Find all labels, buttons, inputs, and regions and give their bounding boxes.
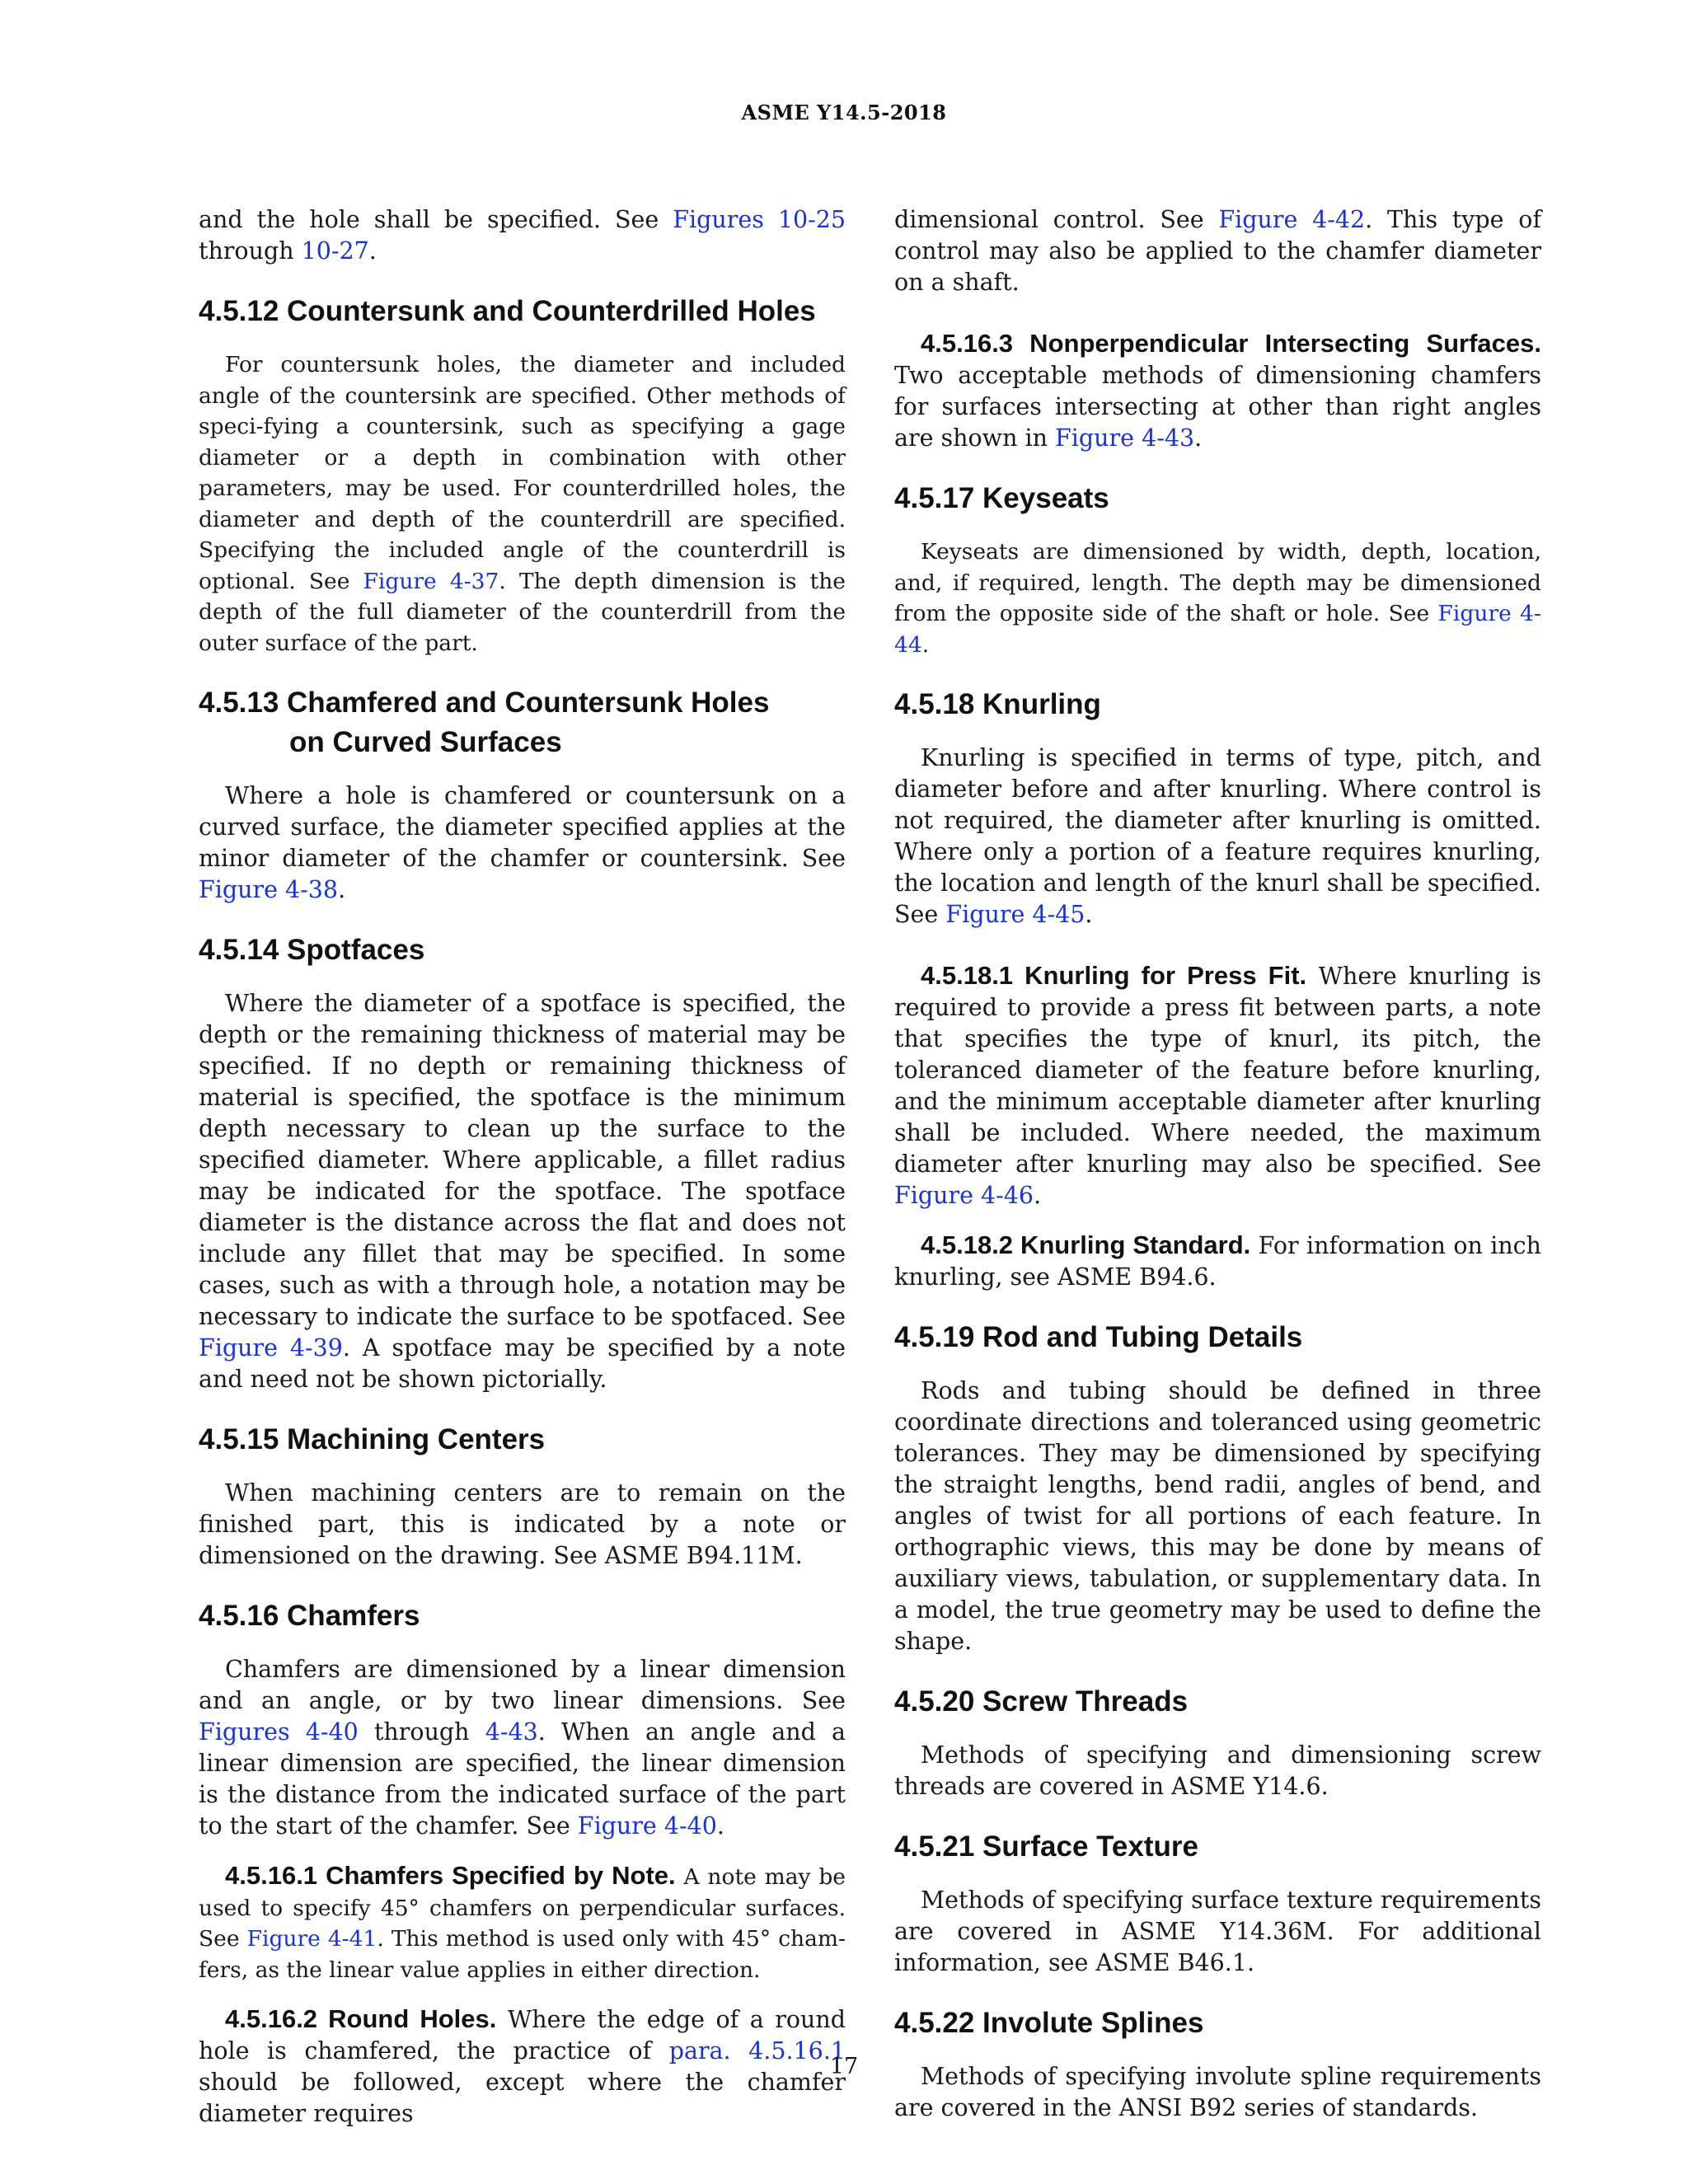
section-heading-4-5-12: 4.5.12 Countersunk and Counterdrilled Holes	[199, 295, 816, 327]
page-number: 17	[829, 2054, 859, 2079]
para-link[interactable]: para. 4.5.16.1	[668, 2037, 846, 2064]
section-heading-4-5-20: 4.5.20 Screw Threads	[894, 1685, 1189, 1718]
section-heading-4-5-22: 4.5.22 Involute Splines	[894, 2007, 1204, 2039]
paragraph-4-5-18: Knurling is specified in terms of type, pitch, and diameter before and after knurling. Where control is not required, the diameter after knurling is omitted. Where only a portion of a feature requires knurling, the location and length of the knurl shall be specified. See Figure 4-45.	[894, 744, 1541, 928]
section-heading-4-5-18: 4.5.18 Knurling	[894, 688, 1101, 720]
figure-link[interactable]: Figure 4-43	[1055, 424, 1195, 452]
paragraph-4-5-18-2: 4.5.18.2 Knurling Standard. For information on inch knurling, see ASME B94.6.	[894, 1230, 1542, 1291]
section-heading-4-5-16: 4.5.16 Chamfers	[199, 1600, 420, 1632]
section-heading-4-5-19: 4.5.19 Rod and Tubing Details	[894, 1321, 1303, 1353]
paragraph-4-5-12: For countersunk holes, the diameter and included angle of the countersink are specified. Other methods of speci-fying a countersink, such as specifying a gage diameter or a depth in combination with other parameters, may be used. For counterdrilled holes, the diameter and depth of the counterdrill are specified. Specifying the included angle of the counterdrill is optional. See Figure 4-37. The depth dimension is the depth of the full diameter of the counterdrill from the outer surface of the part.	[199, 352, 846, 656]
figure-link[interactable]: Figures 4-40	[199, 1718, 359, 1746]
section-heading-4-5-17: 4.5.17 Keyseats	[894, 482, 1109, 514]
subsection-heading: 4.5.16.3 Nonperpendicular Intersecting Surfaces.	[921, 329, 1541, 358]
paragraph-4-5-18-1: 4.5.18.1 Knurling for Press Fit. Where knurling is required to provide a press fit between parts, a note that specifies the type of knurl, its pitch, the toleranced diameter of the feature before knurling, and the minimum acceptable diameter after knurling shall be included. Where needed, the maximum diameter after knurling may also be specified. See Figure 4-46.	[894, 961, 1542, 1209]
figure-link[interactable]: 10-27	[301, 237, 369, 265]
section-heading-4-5-15: 4.5.15 Machining Centers	[199, 1423, 546, 1455]
paragraph-continuation: and the hole shall be specified. See Figures 10-25 through 10-27.	[199, 206, 846, 265]
paragraph-4-5-14: Where the diameter of a spotface is specified, the depth or the remaining thickness of material may be specified. If no depth or remaining thickness of material is specified, the spotface is the minimum depth necessary to clean up the surface to the specified diameter. Where applicable, a fillet radius may be indicated for the spotface. The spotface diameter is the distance across the flat and does not include any fillet that may be specified. In some cases, such as with a through hole, a notation may be necessary to indicate the surface to be spotfaced. See Figure 4-39. A spotface may be specified by a note and need not be shown pictorially.	[199, 990, 846, 1393]
figure-link[interactable]: 4-43	[485, 1718, 538, 1746]
left-column	[199, 204, 846, 2130]
subsection-heading: 4.5.16.2 Round Holes.	[225, 2004, 497, 2033]
paragraph-4-5-15: When machining centers are to remain on the finished part, this is indicated by a note or dimensioned on the drawing. See ASME B94.11M.	[199, 1479, 846, 1569]
figure-link[interactable]: Figures 10-25	[673, 206, 846, 233]
subsection-heading: 4.5.18.2 Knurling Standard.	[921, 1230, 1251, 1259]
figure-link[interactable]: Figure 4-40	[577, 1812, 717, 1840]
figure-link[interactable]: Figure 4-46	[894, 1182, 1034, 1209]
paragraph-4-5-21: Methods of specifying surface texture requirements are covered in ASME Y14.36M. For additional information, see ASME B46.1.	[894, 1886, 1541, 1976]
paragraph-4-5-13: Where a hole is chamfered or countersunk on a curved surface, the diameter specified applies at the minor diameter of the chamfer or countersink. See Figure 4-38.	[199, 782, 846, 903]
paragraph-4-5-16: Chamfers are dimensioned by a linear dimension and an angle, or by two linear dimensions. See Figures 4-40 through 4-43. When an angle and a linear dimension are specified, the linear dimension is the distance from the indicated surface of the part to the start of the chamfer. See Figure 4-40.	[199, 1656, 846, 1840]
paragraph-4-5-16-1: 4.5.16.1 Chamfers Specified by Note. A note may be used to specify 45° chamfers on perpendicular surfaces. See Figure 4-41. This method is used only with 45° cham-fers, as the linear value applies in either direction.	[199, 1861, 846, 1983]
paragraph-continuation: dimensional control. See Figure 4-42. This type of control may also be applied to the chamfer diameter on a shaft.	[894, 206, 1541, 296]
paragraph-4-5-20: Methods of specifying and dimensioning screw threads are covered in ASME Y14.6.	[894, 1741, 1541, 1800]
section-heading-4-5-21: 4.5.21 Surface Texture	[894, 1830, 1198, 1863]
paragraph-4-5-22: Methods of specifying involute spline requirements are covered in the ANSI B92 series of standards.	[894, 2063, 1541, 2121]
figure-link[interactable]: Figure 4-44	[894, 601, 1541, 658]
figure-link[interactable]: Figure 4-45	[945, 901, 1085, 928]
section-heading-4-5-14: 4.5.14 Spotfaces	[199, 934, 425, 966]
subsection-heading: 4.5.16.1 Chamfers Specified by Note.	[225, 1861, 676, 1890]
paragraph-4-5-16-3: 4.5.16.3 Nonperpendicular Intersecting Surfaces. Two acceptable methods of dimensioning chamfers for surfaces intersecting at other than right angles are shown in Figure 4-43.	[894, 329, 1541, 452]
paragraph-4-5-16-2: 4.5.16.2 Round Holes. Where the edge of a round hole is chamfered, the practice of para. 4.5.16.1 should be followed, except where the chamfer diameter requires	[199, 2004, 846, 2127]
page-header: ASME Y14.5-2018	[741, 101, 947, 124]
figure-link[interactable]: Figure 4-38	[199, 876, 339, 903]
figure-link[interactable]: Figure 4-41	[246, 1926, 377, 1952]
paragraph-4-5-19: Rods and tubing should be defined in three coordinate directions and toleranced using geometric tolerances. They may be dimensioned by specifying the straight lengths, bend radii, angles of bend, and angles of twist for all portions of each feature. In orthographic views, this may be done by means of auxiliary views, tabulation, or supplementary data. In a model, the true geometry may be used to define the shape.	[894, 1377, 1541, 1655]
paragraph-4-5-17: Keyseats are dimensioned by width, depth, location, and, if required, length. The depth may be dimensioned from the opposite side of the shaft or hole. See Figure 4-44.	[894, 539, 1541, 658]
right-column	[894, 204, 1541, 2124]
subsection-heading: 4.5.18.1 Knurling for Press Fit.	[921, 961, 1307, 990]
figure-link[interactable]: Figure 4-42	[1218, 206, 1366, 233]
section-heading-4-5-13: 4.5.13 Chamfered and Countersunk Holes on Curved Surfaces	[199, 687, 770, 758]
figure-link[interactable]: Figure 4-37	[363, 568, 499, 594]
figure-link[interactable]: Figure 4-39	[199, 1334, 343, 1361]
